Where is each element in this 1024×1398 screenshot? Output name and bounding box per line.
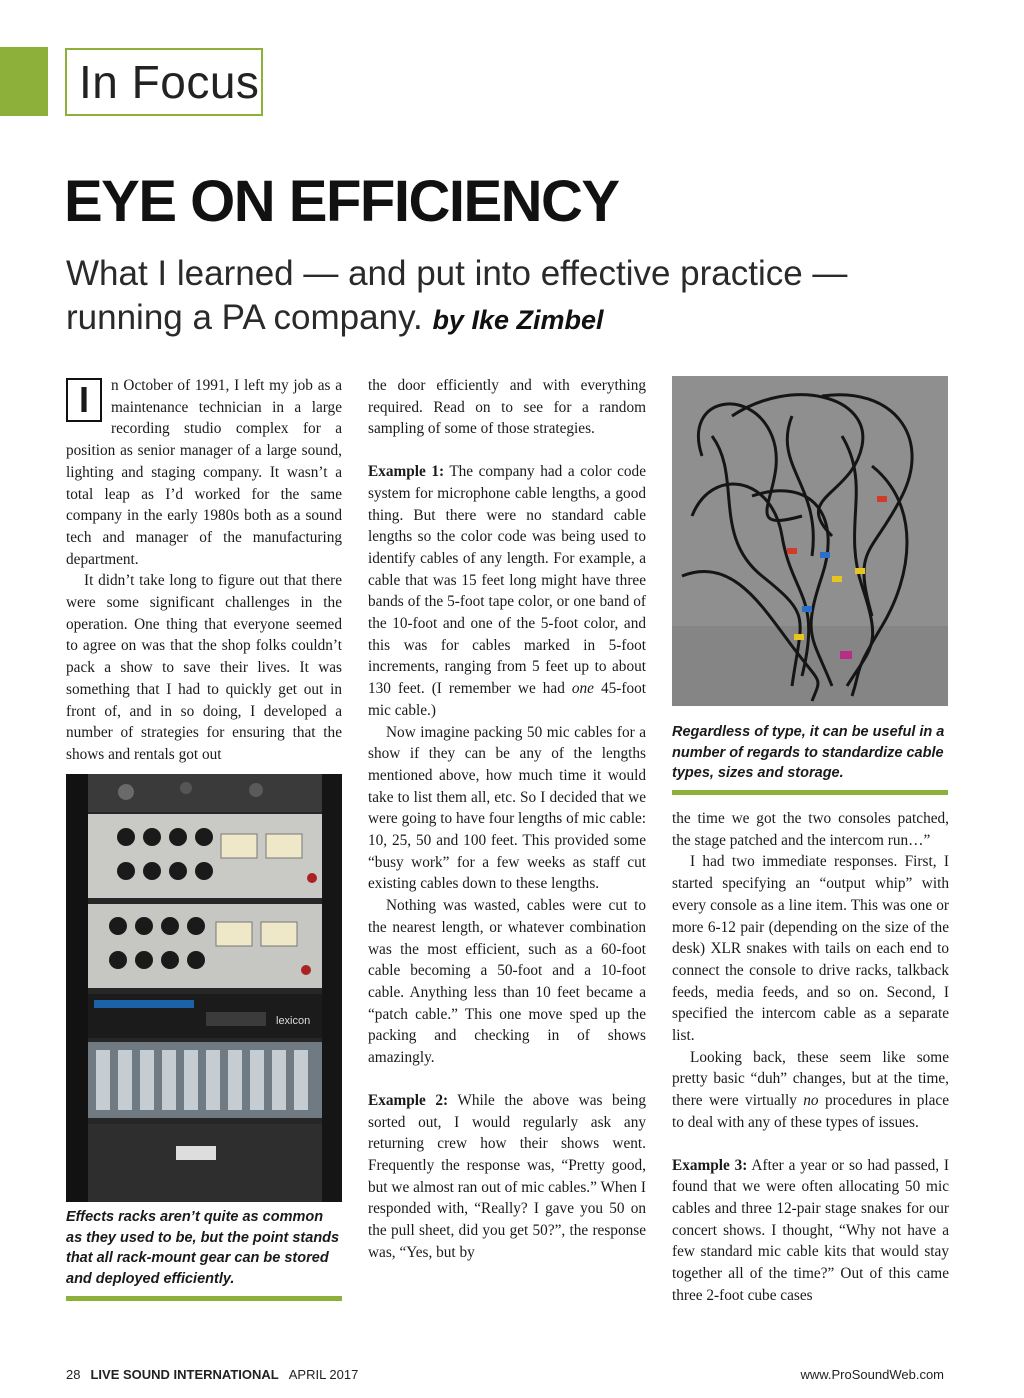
footer-url[interactable]: www.ProSoundWeb.com: [800, 1367, 944, 1382]
paragraph: Looking back, these seem like some pretty basic “duh” changes, but at the time, there were virtually no procedures in place to deal with any of these types of issues.: [672, 1048, 949, 1131]
paragraph: Example 1: The company had a color code system for microphone cable lengths, a good thing. But there were no standard cable lengths so the color code was being used to identify cables of any length. For example, a cable that was 15 feet long might have three bands of the 5-foot tape color, or one band of the 10-foot and one of the 5-foot color, and this was for cables marked in 5-foot increments, ranging from 5 feet up to about 130 feet. (I remember we had one 45-foot mic cable.): [368, 463, 646, 719]
section-tab-bar: [0, 47, 48, 116]
column-3: [672, 808, 949, 1306]
byline: by Ike Zimbel: [432, 305, 604, 335]
photo-effects-rack: [66, 774, 342, 1202]
footer-left: [66, 1367, 358, 1382]
photo-mic-cables: [672, 376, 948, 706]
paragraph: Nothing was wasted, cables were cut to the nearest length, or whatever combination was the most efficient, such as a 60-foot cable becoming a 50-foot and a 10-foot cable. Anything less than 10 feet became a “patch cable.” This one move sped up the packing and checking in of shows amazingly.: [368, 897, 646, 1067]
example-heading: Example 3:: [672, 1156, 748, 1174]
paragraph: It didn’t take long to figure out that there were some significant challenges in the operation. One thing that everyone seemed to agree on was that the shop folks couldn’t pack a show to save their lives. It was something that I had to quickly get out in front of, and in so doing, I developed a number of strategies for ensuring that the shows and rentals got out: [66, 572, 342, 763]
paragraph: I had two immediate responses. First, I started specifying an “output whip” with every console as a line item. This was one or more 6-12 pair (depending on the size of the desk) XLR snakes with tails on each end to connect the console to drive racks, talkback feeds, media feeds, and so on. Second, I specified the intercom cable as a separate list.: [672, 853, 949, 1045]
deck: [66, 252, 866, 342]
section-label: In Focus: [65, 48, 263, 116]
deck-text: What I learned — and put into effective practice — running a PA company.: [66, 254, 848, 337]
drop-cap: I: [66, 378, 102, 422]
caption-rule: [66, 1296, 342, 1301]
issue-date: APRIL 2017: [288, 1367, 359, 1382]
caption-effects-rack: Effects racks aren’t quite as common as they used to be, but the point stands that all rack-mount gear can be stored and deployed efficiently.: [66, 1209, 340, 1287]
paragraph: Now imagine packing 50 mic cables for a show if they can be any of the lengths mentioned above, how much time it would take to list them all, etc. So I decided that we were going to have four lengths of mic cable: 10, 25, 50 and 100 feet. This provided some “busy work” for a few weeks as staff cut existing cables down to these lengths.: [368, 723, 646, 893]
paragraph: Example 2: While the above was being sorted out, I would regularly ask any returning crew how their shows went. Frequently the response was, “Pretty good, but we almost ran out of mic cables.” When I responded with, “Really? I gave you 50 on the pull sheet, did you get 50?”, the response was, “Yes, but by: [368, 1091, 646, 1261]
publication-name: LIVE SOUND INTERNATIONAL: [90, 1367, 279, 1382]
paragraph: the time we got the two consoles patched, the stage patched and the intercom run…”: [672, 810, 949, 849]
headline: EYE ON EFFICIENCY: [64, 169, 619, 234]
example-heading: Example 1:: [368, 463, 445, 481]
column-2: [368, 375, 646, 1263]
paragraph: I n October of 1991, I left my job as a maintenance technician in a large recording studio complex for a position as senior manager of a large sound, lighting and staging company. It wasn’t a total leap as I’d worked for the same company in the early 1980s both as a sound tech and manager of the manufacturing department.: [66, 377, 342, 568]
paragraph: Example 3: After a year or so had passed, I found that we were often allocating 50 mic cables and three 12-pair stage snakes for our concert shows. I thought, “Why not have a few standard mic cable kits that would stay together all of the time?” Out of this came three 2-foot cube cases: [672, 1156, 950, 1304]
caption-rule: [672, 790, 948, 795]
example-heading: Example 2:: [368, 1091, 449, 1109]
rack-brand-label: lexicon: [276, 1015, 311, 1027]
column-1: [66, 375, 342, 766]
page-number: 28: [66, 1367, 81, 1382]
caption-mic-cables: Regardless of type, it can be useful in a number of regards to standardize cable types, sizes and storage.: [672, 724, 945, 781]
paragraph: the door efficiently and with everything required. Read on to see for a random sampling of some of those strategies.: [368, 377, 646, 438]
